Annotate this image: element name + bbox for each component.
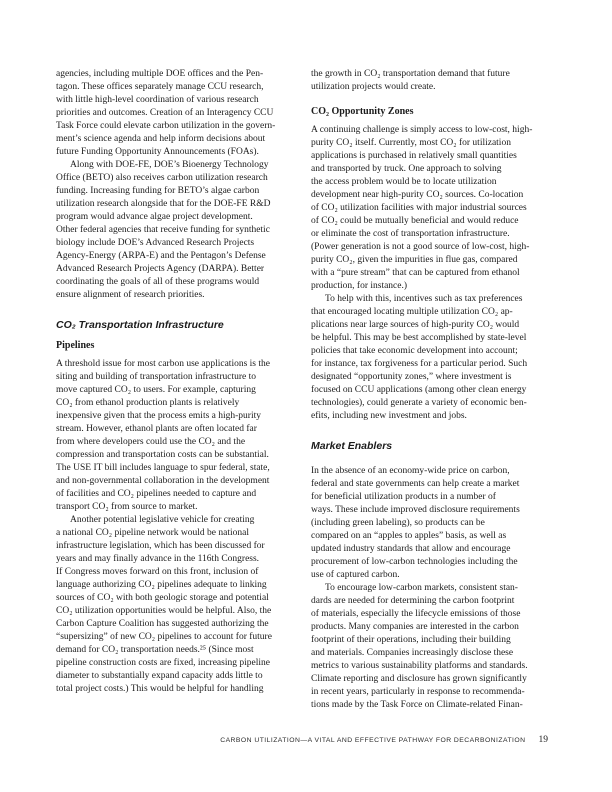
text-line: designated “opportunity zones,” where investment is <box>311 372 512 382</box>
text-line: of CO₂ utilization facilities with major industrial sources <box>311 203 527 213</box>
text-line: dards are needed for determining the carbon footprint <box>311 596 515 606</box>
text-line: sources of CO₂ with both geologic storage and potential <box>56 593 269 603</box>
text-line: years and may finally advance in the 116th Congress. <box>56 554 260 564</box>
section-heading: Market Enablers <box>311 440 393 452</box>
column-right <box>311 68 561 712</box>
paragraph <box>56 159 306 302</box>
text-line: coordinating the goals of all of these programs would <box>56 277 260 287</box>
text-line: CO₂ utilization opportunities would be helpful. Also, the <box>56 606 272 616</box>
text-line: federal and state governments can help create a market <box>311 479 520 489</box>
text-line: from where developers could use the CO₂ and the <box>56 437 246 447</box>
text-line: To encourage low-carbon markets, consistent stan- <box>325 583 518 593</box>
text-line: transport CO₂ from source to market. <box>56 502 198 512</box>
text-line: program would advance algae project development. <box>56 212 253 222</box>
text-line: updated industry standards that allow and encourage <box>311 544 511 554</box>
text-line: plications near large sources of high-purity CO₂ would <box>311 320 520 330</box>
text-line: the access problem would be to locate utilization <box>311 177 497 187</box>
text-line: total project costs.) This would be helpful for handling <box>56 684 264 694</box>
text-line: future Funding Opportunity Announcements (FOAs). <box>56 147 259 157</box>
text-line: CO₂ from ethanol production plants is relatively <box>56 398 240 408</box>
footer <box>56 735 548 745</box>
text-line: Climate reporting and disclosure has grown significantly <box>311 674 527 684</box>
text-line: utilization research alongside that for the DOE-FE R&D <box>56 199 271 209</box>
text-line: efits, including new investment and jobs. <box>311 411 467 421</box>
text-line: ensure alignment of research priorities. <box>56 290 205 300</box>
text-line: policies that take economic development into account; <box>311 346 518 356</box>
text-line: tagon. These offices separately manage CCU research, <box>56 82 264 92</box>
text-line: Advanced Research Projects Agency (DARPA). Better <box>56 264 265 274</box>
text-line: (including green labeling), so products can be <box>311 518 485 528</box>
text-line: of CO₂ could be mutually beneficial and would reduce <box>311 216 519 226</box>
text-line: funding. Increasing funding for BETO’s algae carbon <box>56 186 260 196</box>
paragraph <box>311 582 561 712</box>
text-line: In the absence of an economy-wide price on carbon, <box>311 466 510 476</box>
text-line: infrastructure legislation, which has been discussed for <box>56 541 265 551</box>
text-line: move captured CO₂ to users. For example, capturing <box>56 385 256 395</box>
text-line: Office (BETO) also receives carbon utilization research <box>56 173 268 183</box>
section-heading: CO₂ Transportation Infrastructure <box>56 319 224 331</box>
text-line: ways. These include improved disclosure requirements <box>311 505 520 515</box>
text-line: The USE IT bill includes language to spur federal, state, <box>56 463 270 473</box>
text-line: or eliminate the cost of transportation infrastructure. <box>311 229 510 239</box>
text-line: for beneficial utilization products in a number of <box>311 492 496 502</box>
text-line: of materials, especially the lifecycle emissions of those <box>311 609 521 619</box>
text-line: To help with this, incentives such as tax preferences <box>325 294 523 304</box>
paragraph <box>311 124 561 293</box>
text-line: use of captured carbon. <box>311 570 400 580</box>
text-line: compared on an “apples to apples” basis, as well as <box>311 531 507 541</box>
text-line: products. Many companies are interested in the carbon <box>311 622 519 632</box>
text-line: Other federal agencies that receive funding for synthetic <box>56 225 270 235</box>
text-line: inexpensive given that the process emits a high-purity <box>56 411 261 421</box>
text-line: technologies), could generate a variety of economic ben- <box>311 398 527 408</box>
paragraph <box>311 465 561 582</box>
text-line: a national CO₂ pipeline network would be national <box>56 528 250 538</box>
text-line: (Power generation is not a good source of low-cost, high- <box>311 242 530 252</box>
text-line: agencies, including multiple DOE offices and the Pen- <box>56 69 264 79</box>
text-line: the growth in CO₂ transportation demand that future <box>311 69 510 79</box>
text-line: Another potential legislative vehicle for creating <box>70 515 255 525</box>
paragraph <box>311 68 561 94</box>
text-line: pipeline construction costs are fixed, increasing pipeline <box>56 658 270 668</box>
text-line: ment’s science agenda and help inform decisions about <box>56 134 266 144</box>
text-line: Task Force could elevate carbon utilization in the govern- <box>56 121 276 131</box>
text-line: with little high-level coordination of various research <box>56 95 259 105</box>
text-line: with a “pure stream” that can be captured from ethanol <box>311 268 520 278</box>
text-line: language authorizing CO₂ pipelines adequate to linking <box>56 580 267 590</box>
text-line: procurement of low-carbon technologies including the <box>311 557 518 567</box>
text-line: production, for instance.) <box>311 281 408 291</box>
text-line: development near high-purity CO₂ sources. Co-location <box>311 190 524 200</box>
text-line: of facilities and CO₂ pipelines needed to capture and <box>56 489 257 499</box>
text-line: purity CO₂ itself. Currently, most CO₂ for utilization <box>311 138 511 148</box>
text-line: If Congress moves forward on this front, inclusion of <box>56 567 259 577</box>
text-line: Agency-Energy (ARPA-E) and the Pentagon’s Defense <box>56 251 266 261</box>
text-line: A continuing challenge is simply access to low-cost, high- <box>311 125 533 135</box>
text-line: priorities and outcomes. Creation of an Interagency CCU <box>56 108 274 118</box>
text-line: utilization projects would create. <box>311 82 436 92</box>
text-line: diameter to substantially expand capacity adds little to <box>56 671 263 681</box>
paragraph <box>56 68 306 159</box>
text-line: compression and transportation costs can be substantial. <box>56 450 269 460</box>
text-line: demand for CO₂ transportation needs.²⁵ (Since most <box>56 645 254 655</box>
subsection-heading: Pipelines <box>56 340 95 351</box>
text-line: in recent years, particularly in response to recommenda- <box>311 687 525 697</box>
paragraph <box>311 293 561 423</box>
text-line: Carbon Capture Coalition has suggested authorizing the <box>56 619 269 629</box>
text-line: purity CO₂, given the impurities in flue gas, compared <box>311 255 518 265</box>
text-line: applications is purchased in relatively small quantities <box>311 151 517 161</box>
text-line: Along with DOE-FE, DOE’s Bioenergy Technology <box>70 160 269 170</box>
paragraph <box>56 358 306 514</box>
text-line: for instance, tax forgiveness for a particular period. Such <box>311 359 528 369</box>
text-line: that encouraged locating multiple utilization CO₂ ap- <box>311 307 513 317</box>
paragraph <box>56 514 306 696</box>
text-line: “supersizing” of new CO₂ pipelines to account for future <box>56 632 272 642</box>
text-line: stream. However, ethanol plants are often located far <box>56 424 257 434</box>
text-line: focused on CCU applications (among other clean energy <box>311 385 527 395</box>
column-left <box>56 68 306 696</box>
text-line: and materials. Companies increasingly disclose these <box>311 648 514 658</box>
text-line: biology include DOE’s Advanced Research Projects <box>56 238 255 248</box>
subsection-heading: CO₂ Opportunity Zones <box>311 106 414 117</box>
text-line: A threshold issue for most carbon use applications is the <box>56 359 270 369</box>
text-line: siting and building of transportation infrastructure to <box>56 372 256 382</box>
text-line: tions made by the Task Force on Climate-related Finan- <box>311 700 523 710</box>
text-line: metrics to various sustainability platforms and standards. <box>311 661 528 671</box>
text-line: be helpful. This may be best accomplished by state-level <box>311 333 527 343</box>
text-line: and transported by truck. One approach to solving <box>311 164 502 174</box>
footer-title: CARBON UTILIZATION—A VITAL AND EFFECTIVE PATHWAY FOR DECARBONIZATION <box>220 737 526 744</box>
text-line: footprint of their operations, including their building <box>311 635 511 645</box>
page-number: 19 <box>538 735 548 745</box>
text-line: and non-governmental collaboration in the development <box>56 476 270 486</box>
